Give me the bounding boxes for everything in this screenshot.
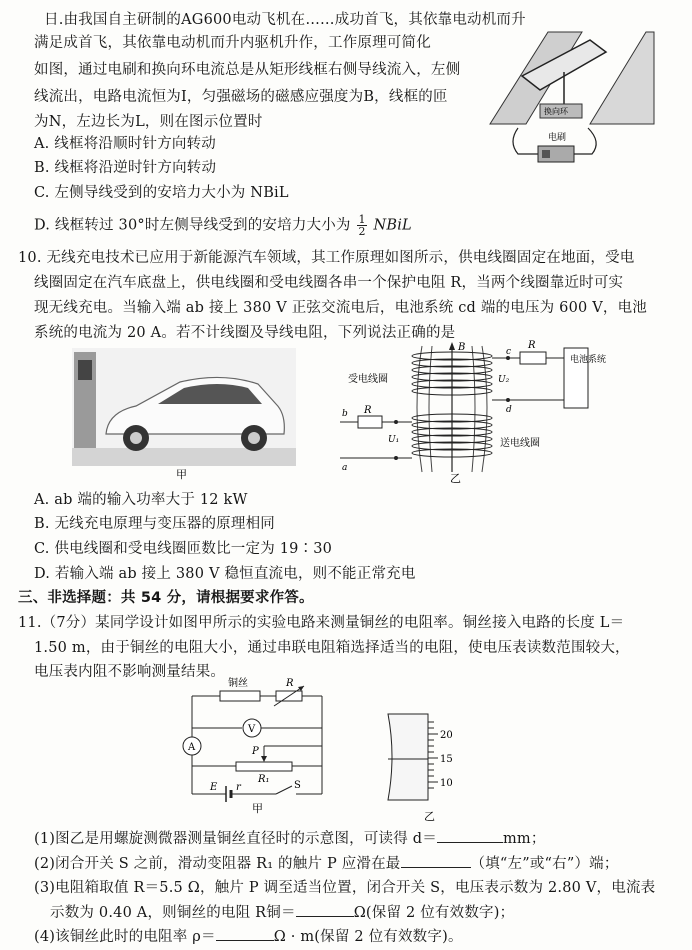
q11-micrometer-sleeve bbox=[388, 714, 428, 800]
q11-sub2: (2)闭合开关 S 之前，滑动变阻器 R₁ 的触片 P 应滑在最 （填“左”或“右”）端； bbox=[34, 853, 619, 874]
q11-scale-20: 20 bbox=[440, 730, 453, 741]
q9-option-c: C. 左侧导线受到的安培力大小为 NBiL bbox=[34, 185, 289, 201]
q11-micrometer-diagram bbox=[384, 712, 468, 824]
q11-rheostat-r1 bbox=[236, 762, 292, 771]
q9-brush-label: 电刷 bbox=[548, 133, 567, 143]
q9-stem-line-5: 为N，左边长为L，则在图示位置时 bbox=[34, 114, 263, 130]
q9-option-d: D. 线框转过 30°时左侧导线受到的安培力大小为 $\frac{1}{2}$ NBiL bbox=[34, 213, 412, 238]
q10-label-u1: U₁ bbox=[388, 435, 400, 445]
q10-fig-yi-label: 乙 bbox=[450, 472, 461, 485]
svg-text:R₁: R₁ bbox=[258, 774, 270, 785]
svg-text:r: r bbox=[236, 782, 241, 793]
q10-label-b: B bbox=[458, 342, 466, 353]
svg-text:P: P bbox=[252, 746, 259, 757]
q10-option-b: B. 无线充电原理与变压器的原理相同 bbox=[34, 516, 275, 532]
q11-answer-blank-side[interactable] bbox=[401, 853, 471, 868]
q9-magnet-right bbox=[590, 32, 654, 124]
q9-stem-line-3: 如图，通过电刷和换向环电流总是从矩形线框右侧导线流入，左侧 bbox=[34, 62, 461, 78]
q10-b-arrow bbox=[449, 342, 455, 350]
q10-battery-label: 电池系统 bbox=[570, 355, 607, 365]
q11-fig-jia-label: 甲 bbox=[252, 802, 263, 815]
q10-stem-line-4: 系统的电流为 20 A。若不计线圈及导线电阻，下列说法正确的是 bbox=[34, 325, 456, 341]
q10-car-photo bbox=[72, 348, 296, 480]
q11-circuit-diagram bbox=[176, 676, 336, 816]
q10-stem-line-1: 10. 无线充电技术已应用于新能源汽车领域，其工作原理如图所示，供电线圈固定在地面，受电 bbox=[18, 250, 635, 266]
q10-option-d: D. 若输入端 ab 接上 380 V 稳恒直流电，则不能正常充电 bbox=[34, 566, 416, 582]
svg-text:A: A bbox=[188, 742, 196, 753]
section-heading: 三、非选择题：共 54 分，请根据要求作答。 bbox=[18, 590, 314, 606]
q11-stem-line-2: 1.50 m，由于铜丝的电阻大小，通过串联电阻箱选择适当的电阻，使电压表读数范围较大， bbox=[34, 640, 630, 656]
q11-sub3-line-2: 示数为 0.40 A，则铜丝的电阻 R铜＝ Ω(保留 2 位有效数字)； bbox=[50, 902, 514, 923]
q10-receive-coil-label: 受电线圈 bbox=[348, 374, 388, 385]
q11-sub4: (4)该铜丝此时的电阻率 ρ＝ Ω · m(保留 2 位有效数字)。 bbox=[34, 926, 463, 947]
q11-switch-s bbox=[276, 786, 292, 794]
q10-resistor-top bbox=[520, 352, 546, 364]
q9-option-a: A. 线框将沿顺时针方向转动 bbox=[34, 136, 216, 152]
q11-scale-10: 10 bbox=[440, 778, 453, 789]
q10-label-d: d bbox=[506, 405, 512, 415]
q10-stem-line-3: 现无线充电。当输入端 ab 接上 380 V 正弦交流电后，电池系统 cd 端的电压为 600 V，电池 bbox=[34, 300, 648, 316]
q10-coil-diagram bbox=[340, 336, 607, 485]
svg-text:S: S bbox=[294, 780, 301, 791]
q10-label-u2: U₂ bbox=[498, 375, 510, 385]
q10-stem-line-2: 线圈固定在汽车底盘上，供电线圈和受电线圈各串一个保护电阻 R，当两个线圈靠近时可实 bbox=[34, 275, 624, 291]
q11-copper-wire bbox=[220, 691, 260, 701]
q10-label-r-top: R bbox=[528, 340, 536, 351]
q10-option-c: C. 供电线圈和受电线圈匝数比一定为 19∶30 bbox=[34, 541, 333, 557]
q10-option-a: A. ab 端的输入功率大于 12 kW bbox=[34, 492, 248, 508]
q10-label-b-terminal: b bbox=[342, 409, 348, 419]
q11-slider-p bbox=[261, 756, 267, 762]
q10-label-c: c bbox=[506, 347, 512, 357]
q11-answer-blank-resistivity[interactable] bbox=[216, 926, 274, 941]
q9-stem-line-4: 线流出，电路电流恒为I，匀强磁场的磁感应强度为B，线框的匝 bbox=[34, 89, 448, 105]
q9-option-d-text: D. 线框转过 30°时左侧导线受到的安培力大小为 bbox=[34, 217, 351, 234]
svg-text:V: V bbox=[248, 724, 256, 735]
q11-fig-yi-label: 乙 bbox=[424, 810, 435, 823]
q9-fraction: $\frac{1}{2}$ bbox=[358, 213, 366, 238]
q9-stem-line-2: 满足成首飞，其依靠电动机而升内驱机升作，工作原理可简化 bbox=[34, 35, 431, 51]
q11-sub1: (1)图乙是用螺旋测微器测量铜丝直径时的示意图，可读得 d＝ mm； bbox=[34, 828, 546, 849]
q10-label-r-bottom: R bbox=[364, 405, 372, 416]
q11-label-r: R bbox=[286, 678, 294, 689]
q9-motor-figure bbox=[478, 12, 658, 172]
q10-fig-jia-label: 甲 bbox=[176, 468, 187, 481]
q9-commutator-label: 换向环 bbox=[544, 107, 568, 116]
q11-answer-blank-d[interactable] bbox=[437, 828, 503, 843]
q11-wire-label: 铜丝 bbox=[228, 678, 248, 689]
q9-stem-line-1: 日.由我国自主研制的AG600电动飞机在……成功首飞，其依靠电动机而升 bbox=[44, 12, 526, 28]
q11-sub3-line-1: (3)电阻箱取值 R＝5.5 Ω，触片 P 调至适当位置，闭合开关 S，电压表示数为 2.80 V，电流表 bbox=[34, 880, 656, 896]
q10-resistor-bottom bbox=[358, 416, 382, 428]
q11-scale-15: 15 bbox=[440, 754, 453, 765]
q9-option-b: B. 线框将沿逆时针方向转动 bbox=[34, 160, 217, 176]
q11-stem-line-3: 电压表内阻不影响测量结果。 bbox=[34, 664, 226, 680]
q10-label-a-terminal: a bbox=[342, 463, 348, 473]
q11-answer-blank-resistance[interactable] bbox=[296, 902, 354, 917]
q10-send-coil-label: 送电线圈 bbox=[500, 438, 540, 449]
svg-text:E: E bbox=[210, 782, 218, 793]
q11-stem-line-1: 11.（7分）某同学设计如图甲所示的实验电路来测量铜丝的电阻率。铜丝接入电路的长度 L＝ bbox=[18, 615, 625, 631]
